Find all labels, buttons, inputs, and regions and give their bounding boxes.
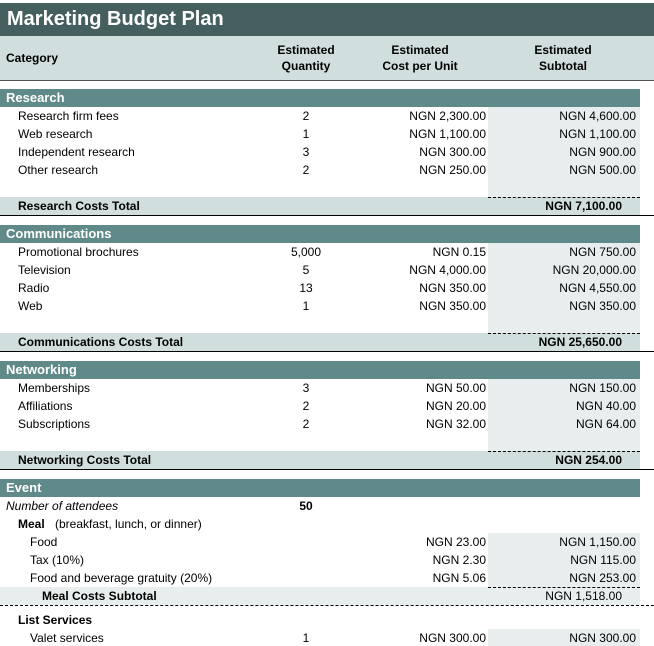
header-subtotal-line2: Subtotal [539,59,587,73]
quantity-cell[interactable]: 1 [302,299,310,313]
section-header [0,361,640,379]
total-value: NGN 7,100.00 [545,199,622,213]
header-subtotal-line1: Estimated [534,43,592,57]
table-row [0,243,654,261]
item-label: Affiliations [18,399,73,413]
column-header-row [0,36,654,81]
total-border [0,469,654,470]
total-label: Communications Costs Total [18,335,184,349]
subtotal-cell: NGN 500.00 [569,163,636,177]
total-dashed-line [488,451,640,452]
cost-cell[interactable]: NGN 350.00 [419,299,486,313]
quantity-cell[interactable]: 1 [302,631,310,645]
list-services-label: List Services [18,613,93,627]
cost-cell[interactable]: NGN 23.00 [425,535,486,549]
item-label: Food [30,535,58,549]
meal-label: Meal [18,517,45,531]
table-row [0,533,654,551]
meal-dashed-border [0,605,654,606]
item-label: Promotional brochures [18,245,139,259]
subtotal-cell: NGN 115.00 [570,553,636,567]
cost-cell[interactable]: NGN 32.00 [425,417,486,431]
cost-cell[interactable]: NGN 5.06 [432,571,486,585]
subtotal-dashed-line [488,587,640,588]
quantity-cell[interactable]: 2 [302,417,310,431]
item-label: Radio [18,281,50,295]
subtotal-cell: NGN 1,150.00 [559,535,636,549]
total-value: NGN 25,650.00 [538,335,622,349]
subtotal-cell: NGN 900.00 [569,145,636,159]
cost-cell[interactable]: NGN 350.00 [419,281,486,295]
cost-cell[interactable]: NGN 4,000.00 [409,263,486,277]
attendees-value[interactable]: 50 [299,499,313,513]
table-row [0,379,654,397]
table-row [0,397,654,415]
meal-heading-row [0,515,654,533]
subtotal-cell: NGN 350.00 [569,299,636,313]
attendees-label: Number of attendees [6,499,119,513]
total-border [0,351,654,352]
total-value: NGN 254.00 [555,453,622,467]
subtotal-cell: NGN 4,550.00 [559,281,636,295]
cost-cell[interactable]: NGN 2,300.00 [409,109,486,123]
list-services-row [0,611,654,629]
table-row [0,551,654,569]
meal-subtotal-row [0,587,640,605]
meal-note: (breakfast, lunch, or dinner) [55,517,202,531]
header-category: Category [6,51,59,65]
meal-subtotal-label: Meal Costs Subtotal [42,589,157,603]
section-title: Networking [6,362,77,377]
subtotal-cell: NGN 1,100.00 [559,127,636,141]
section-total-row [0,451,640,469]
subtotal-cell: NGN 4,600.00 [559,109,636,123]
quantity-cell[interactable]: 5 [302,263,310,277]
header-cost [370,42,470,74]
header-quantity-line1: Estimated [277,43,335,57]
item-label: Tax (10%) [30,553,85,567]
item-label: Web research [18,127,93,141]
subtotal-cell: NGN 64.00 [575,417,636,431]
quantity-cell[interactable]: 2 [302,163,310,177]
cost-cell[interactable]: NGN 1,100.00 [409,127,486,141]
table-row [0,125,654,143]
subtotal-cell: NGN 40.00 [575,399,636,413]
attendees-row [0,497,654,515]
subtotal-cell: NGN 300.00 [569,631,636,645]
section-title: Research [6,90,65,105]
header-quantity-line2: Quantity [281,59,331,73]
item-label: Research firm fees [18,109,119,123]
item-label: Web [18,299,43,313]
section-header [0,225,640,243]
cost-cell[interactable]: NGN 250.00 [419,163,486,177]
item-label: Independent research [18,145,135,159]
cost-cell[interactable]: NGN 300.00 [419,145,486,159]
section-header [0,89,640,107]
header-subtotal [513,42,613,74]
table-row [0,107,654,125]
subtotal-cell: NGN 253.00 [569,571,636,585]
item-label: Memberships [18,381,91,395]
quantity-cell[interactable]: 5,000 [290,245,322,259]
cost-cell[interactable]: NGN 2.30 [432,553,486,567]
quantity-cell[interactable]: 3 [302,145,310,159]
table-row [0,569,654,587]
meal-subtotal-value: NGN 1,518.00 [545,589,622,603]
section-title: Event [6,480,42,495]
table-row [0,261,654,279]
section-total-row [0,197,640,215]
total-label: Research Costs Total [18,199,140,213]
total-border [0,215,654,216]
quantity-cell[interactable]: 13 [299,281,313,295]
subtotal-cell: NGN 150.00 [569,381,636,395]
quantity-cell[interactable]: 1 [302,127,310,141]
total-dashed-line [488,333,640,334]
quantity-cell[interactable]: 2 [302,399,310,413]
header-cost-line1: Estimated [391,43,449,57]
quantity-cell[interactable]: 2 [302,109,310,123]
table-row [0,143,654,161]
item-label: Valet services [30,631,104,645]
quantity-cell[interactable]: 3 [302,381,310,395]
table-row [0,415,654,433]
item-label: Other research [18,163,99,177]
cost-cell[interactable]: NGN 20.00 [425,399,486,413]
table-row [0,279,654,297]
cost-cell[interactable]: NGN 300.00 [419,631,486,645]
item-label: Subscriptions [18,417,91,431]
section-title: Communications [6,226,112,241]
header-cost-line2: Cost per Unit [382,59,458,73]
subtotal-cell: NGN 20,000.00 [552,263,636,277]
section-total-row [0,333,640,351]
subtotal-cell: NGN 750.00 [569,245,636,259]
table-row [0,297,654,315]
sheet-title: Marketing Budget Plan [0,3,654,36]
item-label: Food and beverage gratuity (20%) [30,571,213,585]
table-row [0,161,654,179]
cost-cell[interactable]: NGN 50.00 [425,381,486,395]
header-quantity [266,42,346,74]
total-dashed-line [488,197,640,198]
cost-cell[interactable]: NGN 0.15 [432,245,486,259]
table-row [0,629,654,646]
total-label: Networking Costs Total [18,453,152,467]
section-header [0,479,640,497]
item-label: Television [18,263,71,277]
